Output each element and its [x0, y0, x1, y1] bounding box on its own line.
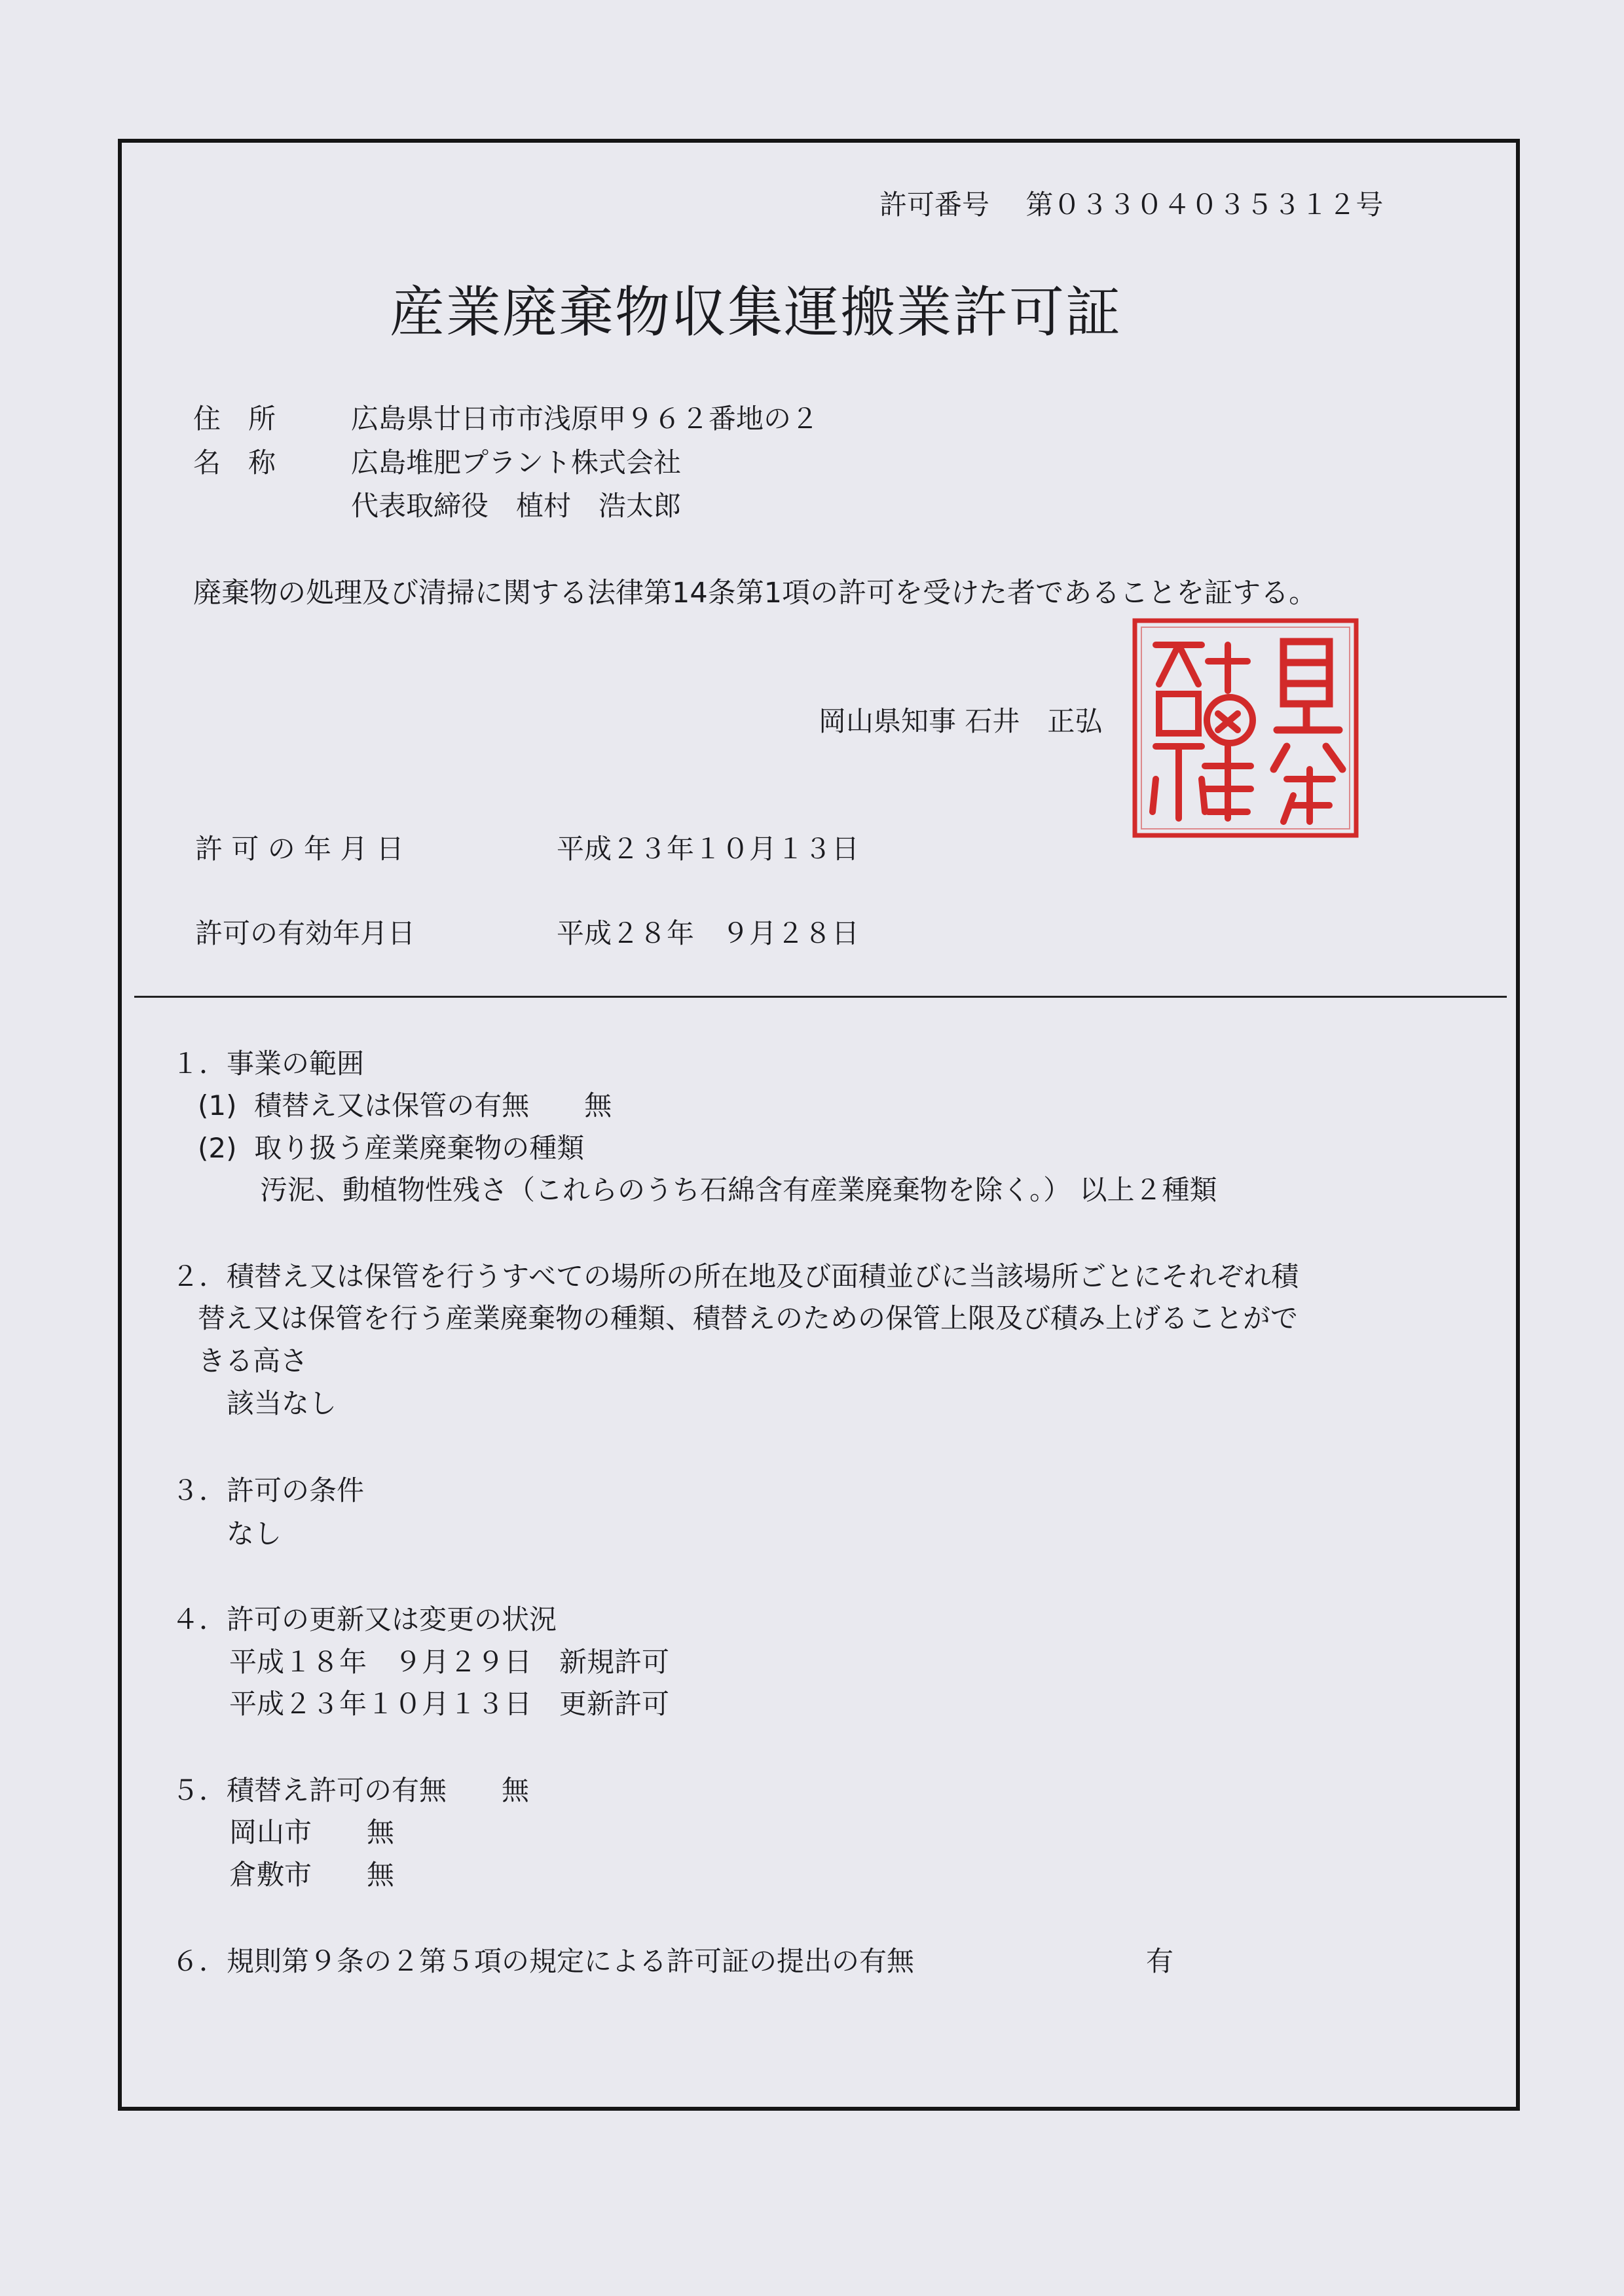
item1-waste-types: 汚泥、動植物性残さ（これらのうち石綿含有産業廃棄物を除く。） 以上２種類: [260, 1174, 1217, 1206]
item3-heading: ３．許可の条件: [172, 1474, 365, 1506]
item2-line2: 替え又は保管を行う産業廃棄物の種類、積替えのための保管上限及び積み上げることがで: [198, 1302, 1299, 1334]
document-title: 産業廃棄物収集運搬業許可証: [390, 280, 1122, 344]
item1-storage: (1) 積替え又は保管の有無 無: [198, 1089, 612, 1121]
item4-row-new: 平成１８年 ９月２９日 新規許可: [229, 1646, 670, 1678]
item2-value: 該当なし: [227, 1387, 337, 1419]
address-value: 広島県廿日市市浅原甲９６２番地の２: [351, 403, 819, 435]
item5-kurashiki: 倉敷市 無: [229, 1859, 395, 1891]
item5-heading: ５．積替え許可の有無 無: [172, 1774, 530, 1806]
address-label: 住 所: [193, 403, 276, 435]
permit-date-label: 許 可 の 年 月 日: [195, 833, 404, 865]
section-divider: [134, 996, 1507, 998]
item6-text: ６．規則第９条の２第５項の規定による許可証の提出の有無: [172, 1945, 915, 1977]
company-name: 広島堆肥プラント株式会社: [351, 446, 682, 479]
item2-line1: ２．積替え又は保管を行うすべての場所の所在地及び面積並びに当該場所ごとにそれぞれ積: [172, 1260, 1299, 1292]
certificate-frame: [118, 139, 1520, 2111]
item4-row-renewal: 平成２３年１０月１３日 更新許可: [229, 1688, 670, 1720]
permit-date-value: 平成２３年１０月１３日: [557, 833, 860, 865]
permit-number: 許可番号 第０３３０４０３５３１２号: [879, 189, 1384, 221]
official-seal-icon: [1130, 615, 1361, 841]
certification-text: 廃棄物の処理及び清掃に関する法律第14条第1項の許可を受けた者であることを証する。: [193, 577, 1318, 610]
item1-heading: １．事業の範囲: [172, 1048, 365, 1080]
item6-value: 有: [1146, 1945, 1174, 1977]
governor-name: 岡山県知事 石井 正弘: [819, 705, 1103, 737]
representative: 代表取締役 植村 浩太郎: [351, 490, 682, 522]
item5-okayama: 岡山市 無: [229, 1816, 395, 1848]
name-label: 名 称: [193, 446, 276, 479]
expiry-date-value: 平成２８年 ９月２８日: [557, 917, 860, 949]
expiry-date-label: 許可の有効年月日: [195, 917, 416, 949]
item1-waste-types-heading: (2) 取り扱う産業廃棄物の種類: [198, 1132, 585, 1164]
item4-heading: ４．許可の更新又は変更の状況: [172, 1603, 557, 1635]
item3-value: なし: [227, 1518, 282, 1550]
item2-line3: きる高さ: [198, 1345, 308, 1377]
